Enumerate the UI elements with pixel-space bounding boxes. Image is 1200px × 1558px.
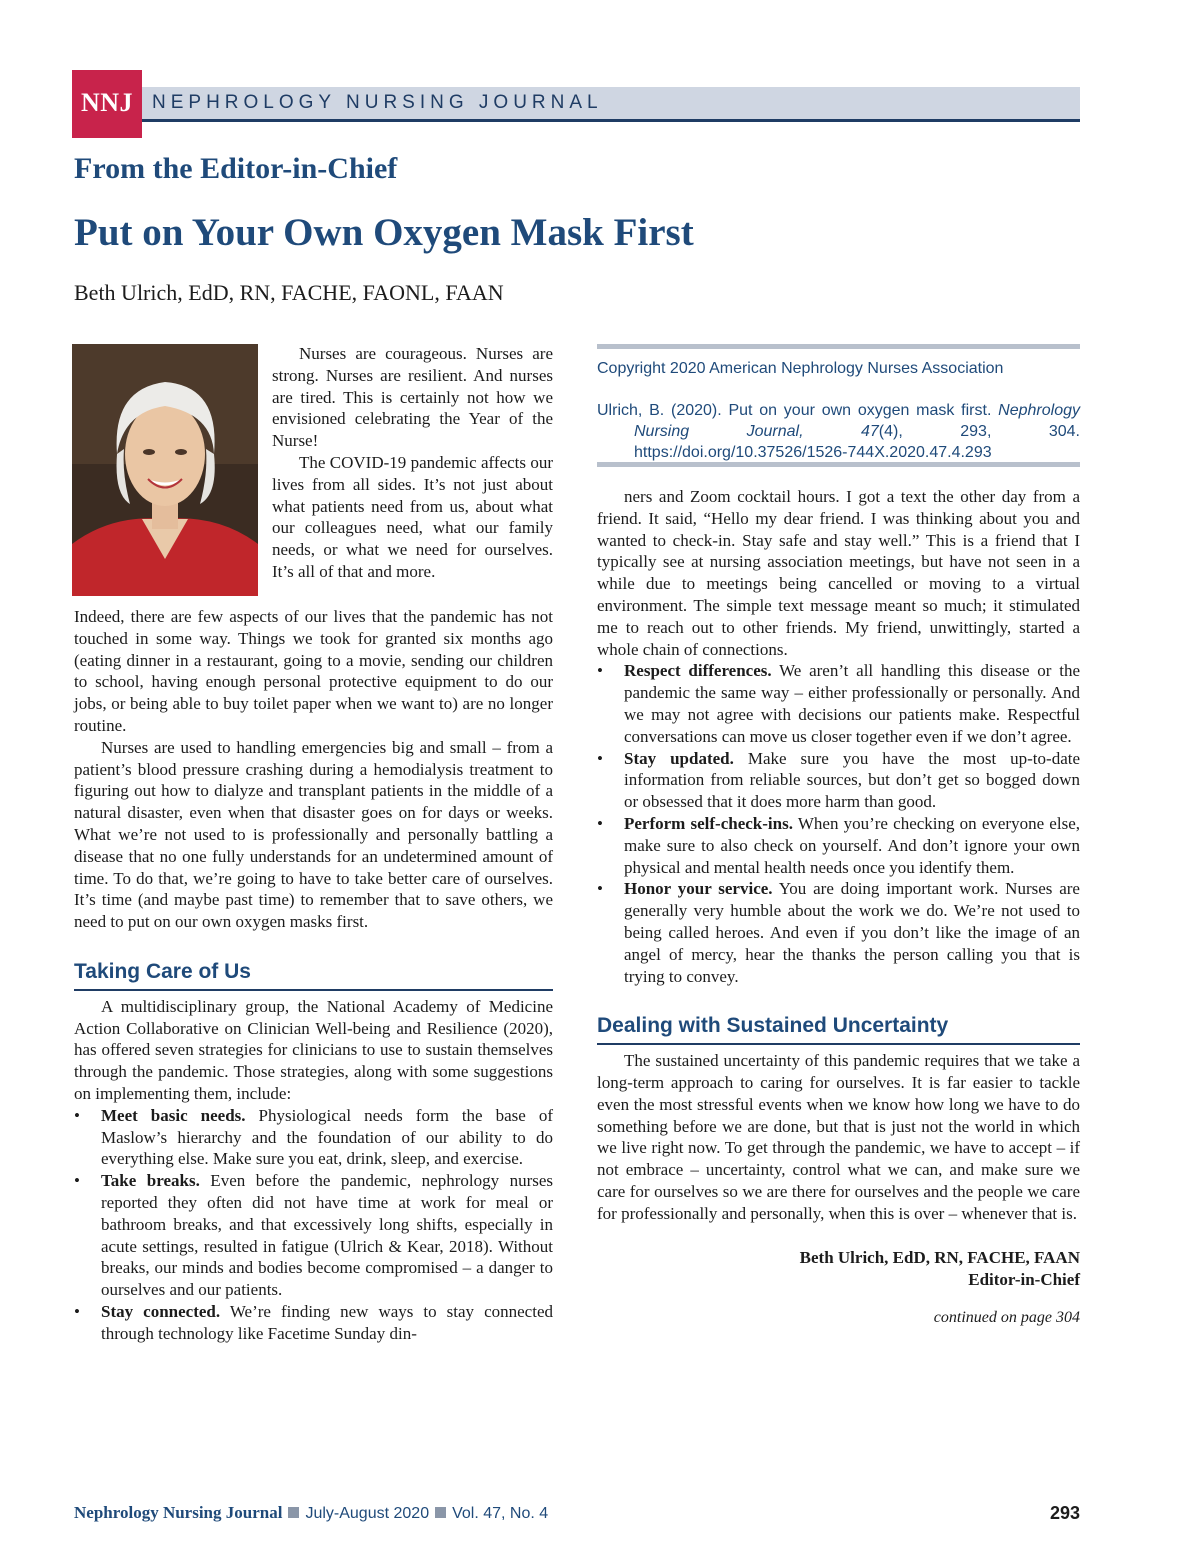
page-number: 293 <box>1049 1503 1080 1523</box>
strategy-title: Honor your service. <box>624 879 773 899</box>
bullet: • <box>597 748 603 768</box>
journal-logo-text: NNJ <box>80 88 134 117</box>
bullet: • <box>597 661 603 681</box>
strategy-list-left <box>74 1105 553 1345</box>
strategy-title: Stay updated. <box>624 748 734 768</box>
strategy-title: Take breaks. <box>101 1171 200 1191</box>
continued-note: continued on page 304 <box>933 1308 1080 1326</box>
strategy-title: Meet basic needs. <box>101 1105 246 1125</box>
section-kicker: From the Editor-in-Chief <box>74 152 398 185</box>
footer-separator <box>288 1507 299 1518</box>
strategy-text: Make sure you have the most up-to-date information from reliable sources, but don’t get so bogged down or obsessed that it does more harm than good. <box>624 748 1081 812</box>
citation-rule-bottom <box>597 462 1080 467</box>
list-item <box>597 748 1080 813</box>
strategy-text: Even before the pandemic, nephrology nurses reported they often did not have time at work for meal or bathroom breaks, and that excessively long shifts, especially in acute settings, resulted in fatigue (Ulrich & Kear, 2018). Without breaks, our minds and bodies become compromised – a danger to ourselves and our patients. <box>101 1171 554 1300</box>
section-heading-taking-care: Taking Care of Us <box>74 959 251 983</box>
continuation-paragraph: ners and Zoom cocktail hours. I got a text the other day from a friend. It said, “Hello my dear friend. I was thinking about you and wanted to check-in. Stay safe and stay well.” This is a friend that I typically see at nursing association meetings, but have not seen in a while due to meetings being cancelled or moving to a virtual environment. The simple text message meant so much; it stimulated me to reach out to other friends. My friend, unwittingly, started a whole chain of connections. <box>597 487 1080 659</box>
list-item <box>597 813 1080 878</box>
signature-name: Beth Ulrich, EdD, RN, FACHE, FAAN <box>799 1247 1080 1267</box>
journal-name: NEPHROLOGY NURSING JOURNAL <box>152 92 603 113</box>
intro-paragraph-1: Nurses are courageous. Nurses are strong. Nurses are resilient. And nurses are tired. This is certainly not how we envisioned celebrating the Year of the Nurse! <box>272 344 553 451</box>
list-item <box>597 878 1080 987</box>
intro-paragraph-2-rest: Indeed, there are few aspects of our lives that the pandemic has not touched in some way. Things we took for granted six months ago (eating dinner in a restaurant, going to a movie, sending our children to school, having enough personal protective equipment to do our jobs, or being able to buy toilet paper when we want to) are no longer routine. <box>74 607 553 735</box>
intro-paragraph-3: Nurses are used to handling emergencies big and small – from a patient’s blood pressure crashing during a hemodialysis treatment to figuring out how to dialyze and transplant patients in the middle of a natural disaster, even when that disaster goes on for days or weeks. What we’re not used to is professionally and personally battling a disease that no one fully understands for an undetermined amount of time. To do that, we’re going to have to take better care of ourselves. It’s time (and maybe past time) to remember that to save others, we need to put on our own oxygen masks first. <box>74 737 553 932</box>
strategy-text: We aren’t all handling this disease or the pandemic the same way – either professionally or personally. And we may not agree with decisions our patients make. Respectful conversations can move us closer together even if we don’t agree. <box>624 661 1080 746</box>
strategy-title: Perform self-check-ins. <box>624 813 793 833</box>
intro-paragraph-2-start: The COVID-19 pandemic affects our lives from all sides. It’s not just about what patients need from us, about what our colleagues need, what our family needs, or what we need for ourselves. It’s all of that and more. <box>272 452 553 581</box>
strategy-title: Stay connected. <box>101 1301 221 1321</box>
section-rule <box>74 989 553 991</box>
strategy-text: You are doing important work. Nurses are generally very humble about the work we do. We’re not used to being called heroes. And even if you don’t like the image of an angel of mercy, hear the thanks the person calling you that is trying to convey. <box>624 879 1080 986</box>
strategy-list-right <box>597 660 1080 987</box>
right-column <box>597 486 1080 1328</box>
citation-rule-top <box>597 344 1080 349</box>
strategy-text: We’re finding new ways to stay connected through technology like Facetime Sunday din- <box>101 1301 553 1343</box>
list-item <box>74 1105 553 1170</box>
bullet: • <box>74 1105 80 1125</box>
list-item <box>74 1170 553 1301</box>
author-byline: Beth Ulrich, EdD, RN, FACHE, FAONL, FAAN <box>74 280 504 305</box>
page-footer <box>74 1503 1080 1523</box>
author-photo <box>72 344 258 596</box>
left-column <box>74 606 553 1345</box>
section-heading-uncertainty: Dealing with Sustained Uncertainty <box>597 1014 949 1038</box>
citation-reference <box>597 400 1080 463</box>
citation-journal: Nephrology Nursing Journal, 47 <box>634 402 1080 440</box>
intro-column-top <box>272 343 553 583</box>
strategy-title: Respect differences. <box>624 661 772 681</box>
footer-volume: Vol. 47, No. 4 <box>452 1505 549 1522</box>
footer-journal: Nephrology Nursing Journal <box>74 1503 283 1522</box>
footer-separator <box>435 1507 446 1518</box>
bullet: • <box>74 1301 80 1321</box>
strategy-text: Physiological needs form the base of Maslow’s hierarchy and the foundation of our ability to do everything else. Make sure you eat, drink, sleep, and exercise. <box>101 1105 553 1169</box>
signature-role: Editor-in-Chief <box>968 1269 1080 1289</box>
strategy-text: When you’re checking on everyone else, make sure to also check on yourself. And don’t ignore your own physical and mental health needs once you identify them. <box>624 813 1080 877</box>
bullet: • <box>597 879 603 899</box>
list-item <box>597 660 1080 747</box>
article-title: Put on Your Own Oxygen Mask First <box>74 211 694 254</box>
citation-doi[interactable]: (4), 293, 304. https://doi.org/10.37526/1526-744X.2020.47.4.293 <box>634 423 1080 461</box>
section-rule <box>597 1043 1080 1045</box>
footer-issue: July-August 2020 <box>305 1505 430 1522</box>
bullet: • <box>74 1171 80 1191</box>
section1-paragraph: A multidisciplinary group, the National Academy of Medicine Action Collaborative on Clinician Well-being and Resilience (2020), has offered seven strategies for clinicians to use to sustain themselves through the pandemic. Those strategies, along with some suggestions on implementing them, include: <box>74 996 553 1103</box>
citation-text: Ulrich, B. (2020). Put on your own oxygen mask first. <box>597 402 999 419</box>
list-item <box>74 1301 553 1345</box>
section2-paragraph: The sustained uncertainty of this pandemic requires that we take a long-term approach to caring for ourselves. It is far easier to tackle even the most stressful events when we know how long we have to do something before we are done, but that is just not the world in which we live right now. To get through the pandemic, we have to accept – if not embrace – uncertainty, control what we can, and make sure we care for ourselves so we are there for ourselves and the people we care for professionally and personally, when this is over – whenever that is. <box>597 1051 1080 1223</box>
bullet: • <box>597 813 603 833</box>
copyright-line: Copyright 2020 American Nephrology Nurses Association <box>597 360 1004 377</box>
